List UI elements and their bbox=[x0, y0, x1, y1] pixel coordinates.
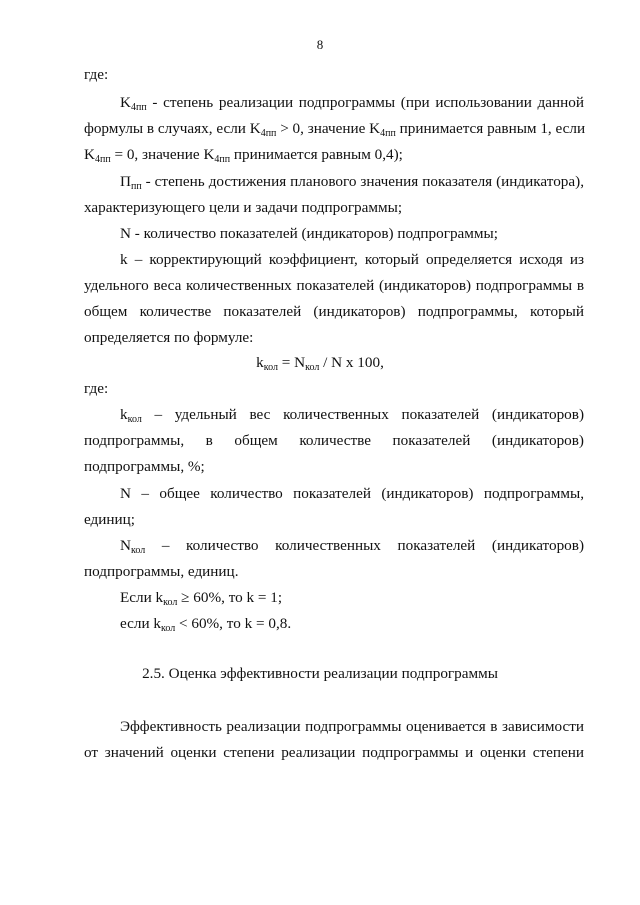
symbol-k4pp: $K_{4пп}$ bbox=[120, 94, 147, 113]
page-number: 8 bbox=[316, 37, 324, 52]
paragraph-line: характеризующего цели и задачи подпрограммы; bbox=[84, 199, 403, 216]
paragraph-line: формулы в случаях, если $K_{4пп} > 0$, значение $K_{4пп}$ принимается равным 1, если bbox=[84, 120, 586, 139]
symbol-k4pp: $K_{4пп}$ bbox=[84, 146, 111, 165]
formula: $k_{кол} = N_{кол} / N$ x 100, bbox=[256, 354, 384, 373]
paragraph-line: определяется по формуле: bbox=[84, 329, 254, 346]
symbol-k4pp: $K_{4пп}$ bbox=[249, 120, 277, 139]
paragraph-line: $K_{4пп}$ - степень реализации подпрограммы (при использовании данной bbox=[120, 94, 584, 113]
paragraph-line: N – общее количество показателей (индикаторов) подпрограммы, bbox=[120, 485, 584, 502]
paragraph-line: Эффективность реализации подпрограммы оценивается в зависимости bbox=[120, 718, 584, 735]
paragraph-line: $П_{пп}$ - степень достижения планового значения показателя (индикатора), bbox=[120, 173, 584, 192]
paragraph-line: $N_{кол}$ – количество количественных показателей (индикаторов) bbox=[120, 537, 584, 556]
paragraph-line: от значений оценки степени реализации подпрограммы и оценки степени bbox=[84, 744, 584, 761]
symbol-kkol: $k_{кол}$ bbox=[256, 354, 278, 373]
symbol-nkol: $N_{кол}$ bbox=[294, 354, 320, 373]
paragraph-line: подпрограммы, единиц. bbox=[84, 563, 239, 580]
condition-line: если $k_{кол} < 60\%$, то k = 0,8. bbox=[120, 615, 292, 634]
symbol-ppp: $П_{пп}$ bbox=[120, 173, 142, 192]
where-label: где: bbox=[84, 66, 109, 83]
symbol-kkol: $k_{кол}$ bbox=[155, 589, 178, 608]
paragraph-line: N - количество показателей (индикаторов) подпрограммы; bbox=[120, 225, 498, 242]
where-label: где: bbox=[84, 380, 109, 397]
symbol-k4pp: $K_{4пп}$ bbox=[203, 146, 231, 165]
condition-line: Если $k_{кол} \ge 60\%$, то k = 1; bbox=[120, 589, 283, 608]
symbol-kkol: $k_{кол}$ bbox=[153, 615, 176, 634]
paragraph-line: удельного веса количественных показателей (индикаторов) подпрограммы в bbox=[84, 277, 584, 294]
paragraph-line: k – корректирующий коэффициент, который определяется исходя из bbox=[120, 251, 584, 268]
paragraph-line: общем количестве показателей (индикаторов) подпрограммы, который bbox=[84, 303, 584, 320]
paragraph-line: $k_{кол}$ – удельный вес количественных показателей (индикаторов) bbox=[120, 406, 585, 425]
paragraph-line: $K_{4пп} = 0$, значение $K_{4пп}$ принимается равным 0,4); bbox=[84, 146, 403, 165]
paragraph-line: подпрограммы, в общем количестве показателей (индикаторов) bbox=[84, 432, 584, 449]
symbol-k4pp: $K_{4пп}$ bbox=[369, 120, 396, 139]
symbol-nkol: $N_{кол}$ bbox=[120, 537, 146, 556]
paragraph-line: единиц; bbox=[84, 511, 135, 528]
symbol-kkol: $k_{кол}$ bbox=[120, 406, 142, 425]
paragraph-line: подпрограммы, %; bbox=[84, 458, 205, 475]
section-heading: 2.5. Оценка эффективности реализации подпрограммы bbox=[142, 665, 498, 682]
